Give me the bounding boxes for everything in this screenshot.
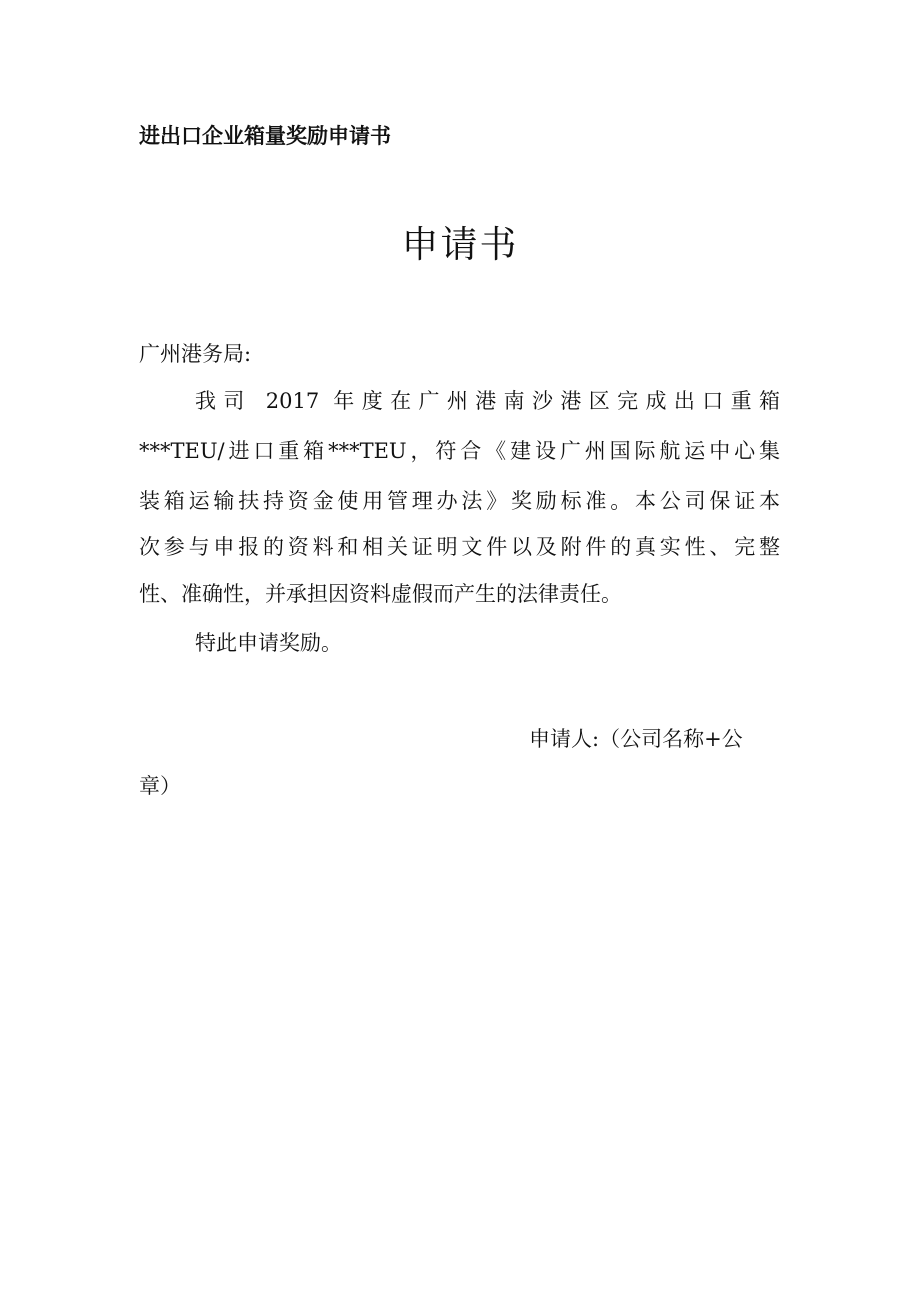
- body-line: 性、准确性，并承担因资料虚假而产生的法律责任。: [139, 582, 622, 606]
- body-line: 装箱运输扶持资金使用管理办法》奖励标准。本公司保证本: [139, 489, 780, 513]
- page-title: 申请书: [401, 223, 519, 266]
- addressee: 广州港务局:: [139, 342, 252, 366]
- signature-line: 申请人:（公司名称+公: [529, 727, 743, 751]
- body-line: 次参与申报的资料和相关证明文件以及附件的真实性、完整: [139, 535, 780, 559]
- body-line: 我司 2017 年度在广州港南沙港区完成出口重箱: [195, 389, 780, 413]
- body-line: ***TEU/进口重箱***TEU，符合《建设广州国际航运中心集: [139, 439, 780, 463]
- closing-line: 特此申请奖励。: [195, 631, 342, 655]
- signature-line-continued: 章）: [139, 774, 181, 798]
- document-heading: 进出口企业箱量奖励申请书: [139, 123, 391, 148]
